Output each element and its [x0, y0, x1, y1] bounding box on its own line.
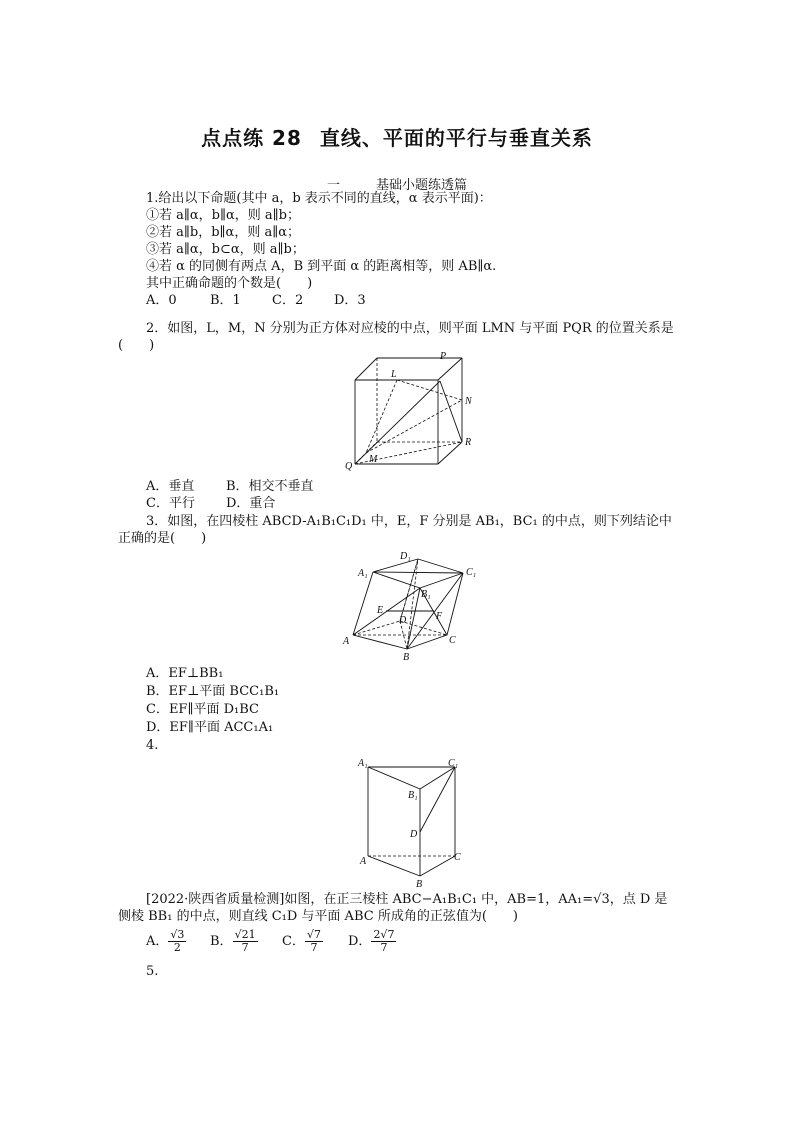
q3-label-c1: C₁ — [466, 567, 477, 578]
q4-label-a1: A₁ — [358, 758, 368, 769]
q2-options-row2 — [146, 495, 275, 512]
q3-label-d1: D₁ — [400, 551, 411, 562]
q4-label-a: A — [360, 856, 367, 867]
q3-label-f: F — [436, 611, 443, 622]
q1-option-a: A．0 — [146, 293, 177, 308]
q1-option-b: B．1 — [210, 293, 241, 308]
q1-proposition-2: ②若 a∥b，b∥α，则 a∥α； — [146, 225, 300, 240]
q3-stem: 3．如图，在四棱柱 ABCD-A₁B₁C₁D₁ 中，E，F 分别是 AB₁，BC₁ 的中点，则下列结论中正确的是( ) — [118, 514, 672, 546]
q2-label-r: R — [465, 437, 472, 448]
q2-options-row1 — [146, 478, 314, 495]
q3-label-e: E — [377, 605, 384, 616]
q4-prism-figure — [352, 754, 472, 888]
q1-option-c: C．2 — [272, 293, 304, 308]
q1-ask: 其中正确命题的个数是( ) — [146, 276, 313, 291]
q1-option-d: D．3 — [334, 293, 366, 308]
q4-option-b: B． $\frac{√21}{7}$ — [210, 928, 256, 954]
q2-option-c: C．平行 — [146, 496, 195, 511]
q3-label-d: D — [399, 615, 407, 626]
q4-options — [146, 929, 396, 954]
q2-label-p: P — [440, 351, 447, 362]
q1-proposition-3: ③若 a∥α，b⊂α，则 a∥b； — [146, 242, 305, 257]
q4-label-c1: C₁ — [448, 758, 459, 769]
q2-option-a: A．垂直 — [146, 479, 195, 494]
q2-label-n: N — [465, 396, 472, 407]
q4-label-d: D — [410, 829, 418, 840]
q3-option-b: B．EF⊥平面 BCC₁B₁ — [146, 684, 280, 699]
q4-label-b: B — [416, 879, 423, 890]
q3-label-a: A — [343, 636, 350, 647]
q3-label-b: B — [403, 652, 410, 663]
q2-cube-figure — [340, 352, 485, 474]
q4-stem: [2022·陕西省质量检测]如图，在正三棱柱 ABC−A₁B₁C₁ 中，AB=1，AA₁=√3，点 D 是侧棱 BB₁ 的中点，则直线 C₁D 与平面 ABC 所成角的正弦值为( ) — [118, 892, 668, 924]
q1-options — [146, 292, 366, 309]
q2-option-b: B．相交不垂直 — [226, 479, 314, 494]
q1-stem: 1.给出以下命题(其中 a，b 表示不同的直线，α 表示平面)： — [146, 191, 492, 206]
q1-proposition-4: ④若 α 的同侧有两点 A，B 到平面 α 的距离相等，则 AB∥α. — [146, 259, 497, 274]
title-topic: 直线、平面的平行与垂直关系 — [319, 126, 593, 150]
q2-label-l: L — [391, 369, 397, 380]
q3-label-c: C — [449, 635, 456, 646]
q3-prism-figure — [340, 548, 480, 663]
q5-number: 5. — [146, 964, 159, 979]
q2-label-q: Q — [345, 461, 353, 472]
q2-stem: 2．如图，L，M，N 分别为正方体对应棱的中点，则平面 LMN 与平面 PQR 的位置关系是( ) — [118, 321, 674, 353]
q3-label-a1: A₁ — [358, 568, 368, 579]
q2-option-d: D．重合 — [226, 496, 276, 511]
q4-option-c: C． $\frac{√7}{7}$ — [282, 928, 321, 954]
section-name: 基础小题练透篇 — [376, 178, 468, 193]
q4-number: 4. — [146, 738, 159, 753]
title-label: 点点练 28 — [201, 126, 302, 150]
q4-option-d: D． $\frac{2√7}{7}$ — [348, 928, 395, 954]
q1-proposition-1: ①若 a∥α，b∥α，则 a∥b； — [146, 208, 300, 223]
q3-option-d: D．EF∥平面 ACC₁A₁ — [146, 720, 274, 735]
section-number: 一 — [326, 178, 340, 193]
q4-label-b1: B₁ — [408, 790, 418, 801]
q4-option-a: A． $\frac{√3}{2}$ — [146, 928, 185, 954]
q3-option-a: A．EF⊥BB₁ — [146, 666, 224, 681]
q2-label-m: M — [369, 454, 378, 465]
q3-option-c: C．EF∥平面 D₁BC — [146, 702, 259, 717]
q4-label-c: C — [454, 852, 461, 863]
q3-label-b1: B₁ — [421, 589, 431, 600]
page-title — [0, 122, 794, 151]
